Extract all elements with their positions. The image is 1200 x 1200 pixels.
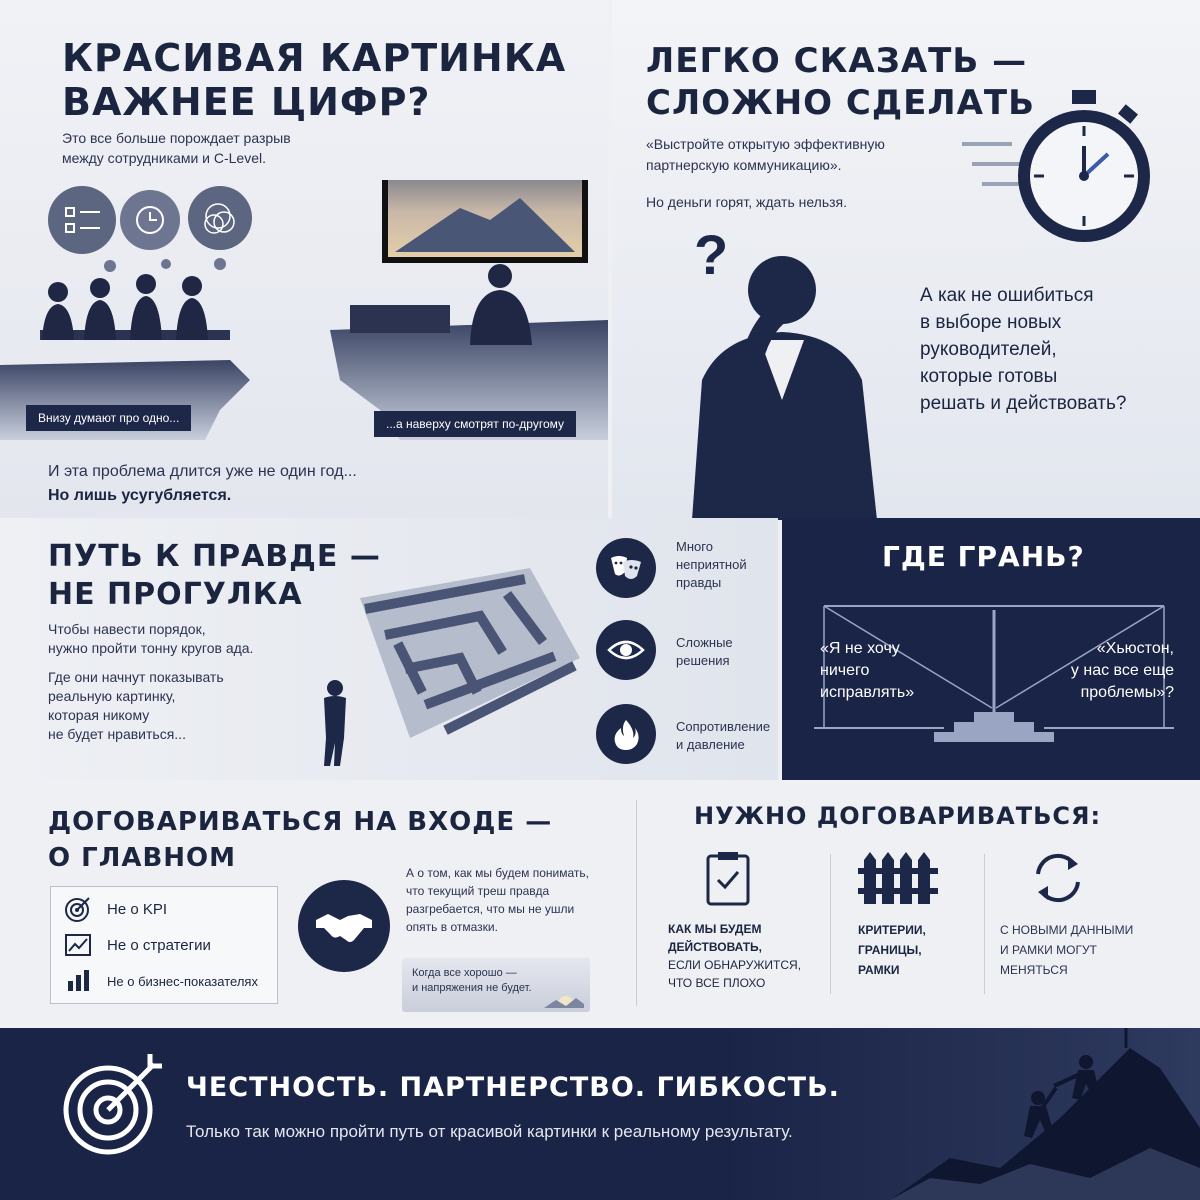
agree-text: А о том, как мы будем понимать, что текущий треш правда разгребается, что мы не ушли опять в отмазки. — [406, 866, 589, 934]
slogan-title: ЧЕСТНОСТЬ. ПАРТНЕРСТВО. ГИБКОСТЬ. — [186, 1072, 840, 1103]
panel-title: ЛЕГКО СКАЗАТЬ — СЛОЖНО СДЕЛАТЬ — [646, 41, 1036, 123]
office-gap-illustration — [0, 180, 608, 440]
list-item: Не о стратегии — [63, 927, 265, 963]
col-divider — [830, 854, 831, 994]
sunrise-icon — [544, 986, 584, 1008]
panel-text-2: Где они начнут показывать реальную картинку, которая никому не будет нравиться... — [48, 669, 224, 742]
panel-title: НУЖНО ДОГОВАРИВАТЬСЯ: — [694, 802, 1102, 830]
panel-title: КРАСИВАЯ КАРТИНКА ВАЖНЕЕ ЦИФР? — [62, 36, 567, 124]
panel-title: ДОГОВАРИВАТЬСЯ НА ВХОДЕ — О ГЛАВНОМ — [48, 807, 553, 873]
list-item: Не о бизнес-показателях — [63, 963, 265, 999]
item-hard-decisions: Сложные решения — [596, 618, 776, 688]
not-about-list — [50, 886, 278, 1004]
stopwatch-icon — [952, 84, 1192, 244]
agree-column: КАК МЫ БУДЕМ ДЕЙСТВОВАТЬ, ЕСЛИ ОБНАРУЖИТСЯ, ЧТО ВСЕ ПЛОХО — [668, 850, 828, 992]
panel-text-1: Чтобы навести порядок, нужно пройти тонну кругов ада. — [48, 621, 254, 656]
question-text: А как не ошибиться в выборе новых руководителей, которые готовы решать и действовать? — [920, 285, 1127, 414]
fence-icon — [858, 850, 938, 906]
caption-above: ...а наверху смотрят по-другому — [374, 411, 576, 437]
refresh-icon — [1028, 850, 1088, 906]
panel-path-to-truth — [0, 518, 778, 780]
item-resistance: Сопротивление и давление — [596, 704, 776, 774]
chart-icon — [63, 931, 93, 959]
left-quote: «Я не хочу ничего исправлять» — [820, 640, 915, 701]
panel-beautiful-picture — [0, 0, 608, 520]
quote-text: «Выстройте открытую эффективную партнерскую коммуникацию». — [646, 136, 885, 173]
agree-column: КРИТЕРИИ, ГРАНИЦЫ, РАМКИ — [858, 850, 998, 980]
right-quote: «Хьюстон, у нас все еще проблемы»? — [1070, 640, 1174, 701]
theater-masks-icon — [596, 538, 656, 598]
panel-where-is-line — [782, 518, 1200, 780]
eye-icon — [596, 620, 656, 680]
agree-column: С НОВЫМИ ДАННЫМИ И РАМКИ МОГУТ МЕНЯТЬСЯ — [1000, 850, 1180, 980]
slogan-text: Только так можно пройти путь от красивой картинки к реальному результату. — [186, 1122, 793, 1141]
handshake-icon — [298, 880, 390, 972]
thinking-man-silhouette — [662, 240, 892, 520]
target-arrow-icon — [58, 1052, 168, 1162]
panel-honesty — [0, 1028, 1200, 1200]
panel-title: ПУТЬ К ПРАВДЕ — НЕ ПРОГУЛКА — [48, 539, 381, 612]
panel-agree-at-entry — [0, 784, 620, 1024]
walking-man-silhouette — [324, 680, 346, 766]
note-card: Когда все хорошо — и напряжения не будет. — [402, 958, 590, 1012]
list-item: Не о KPI — [63, 891, 265, 927]
col-divider — [984, 854, 985, 994]
executive-silhouette — [470, 264, 532, 345]
maze-illustration — [300, 538, 590, 768]
item-unpleasant-truth: Много неприятной правды — [596, 536, 776, 606]
money-text: Но деньги горят, ждать нельзя. — [646, 194, 848, 210]
target-icon — [63, 895, 93, 923]
panel-text: Это все больше порождает разрыв между сотрудниками и C-Level. — [62, 130, 291, 166]
fire-icon — [596, 704, 656, 764]
caption-below: Внизу думают про одно... — [26, 405, 191, 431]
question-mark: ? — [694, 223, 729, 286]
panel-title: ГДЕ ГРАНЬ? — [882, 540, 1085, 573]
vertical-divider — [636, 800, 637, 1006]
climbers-illustration — [890, 1028, 1200, 1200]
panel-easy-to-say — [612, 0, 1200, 520]
bar-chart-icon — [63, 967, 93, 995]
panel-need-to-agree — [640, 784, 1200, 1024]
panel-footer: И эта проблема длится уже не один год... Но лишь усугубляется. — [48, 463, 357, 504]
checklist-icon — [704, 850, 752, 906]
